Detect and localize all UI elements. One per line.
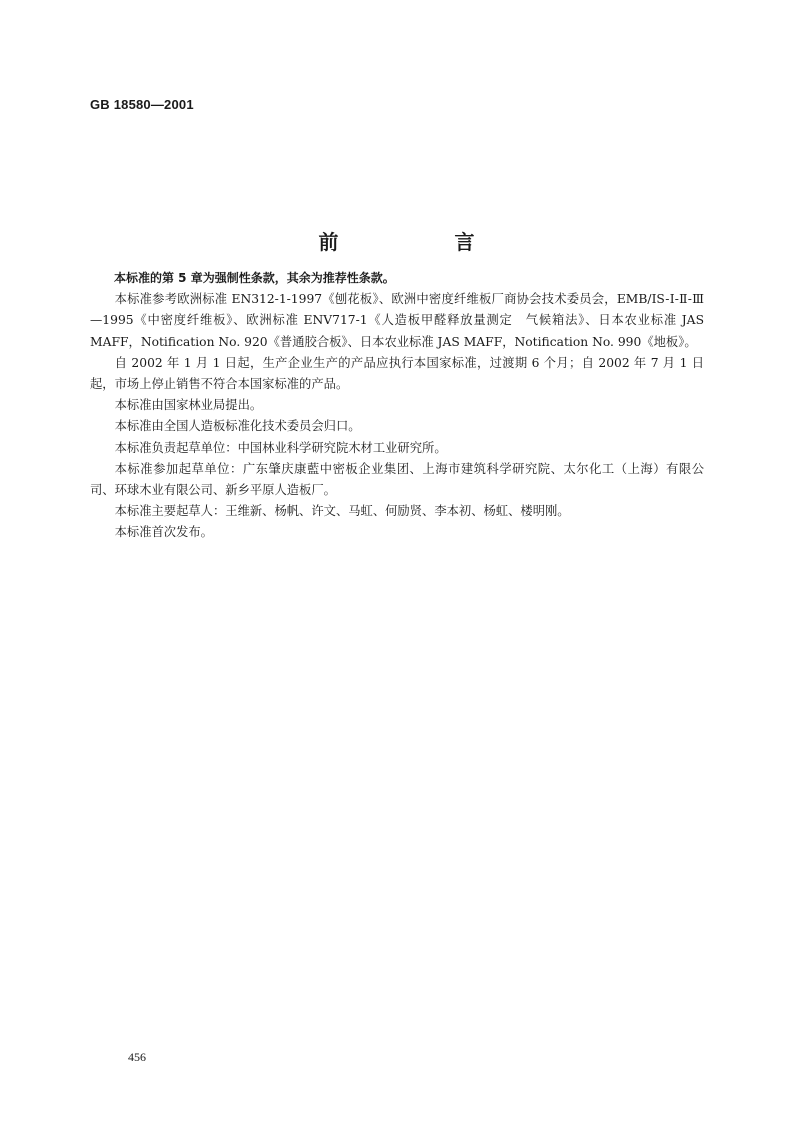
foreword-heading: 前 言 xyxy=(318,230,523,254)
page-number: 456 xyxy=(128,1050,146,1064)
reference-standards-paragraph: 本标准参考欧洲标准 EN312-1-1997《刨花板》、欧洲中密度纤维板厂商协会技术委员会，EMB/IS-Ⅰ-Ⅱ-Ⅲ—1995《中密度纤维板》、欧洲标准 ENV717-1《人造板甲醛释放量测定 气候箱法》、日本农业标准 JAS MAFF，Notification No. 920《普通胶合板》、日本农业标准 JAS MAFF，Notification No. 990《地板》。 xyxy=(90,292,704,349)
mandatory-clause-note: 本标准的第 5 章为强制性条款，其余为推荐性条款。 xyxy=(114,271,395,285)
effective-date-paragraph: 自 2002 年 1 月 1 日起，生产企业生产的产品应执行本国家标准，过渡期 6 个月；自 2002 年 7 月 1 日起，市场上停止销售不符合本国家标准的产品。 xyxy=(90,355,704,392)
committee-paragraph: 本标准由全国人造板标准化技术委员会归口。 xyxy=(114,419,361,434)
first-release-paragraph: 本标准首次发布。 xyxy=(114,525,213,540)
main-authors-paragraph: 本标准主要起草人：王维新、杨帆、许文、马虹、何励贤、李本初、杨虹、楼明刚。 xyxy=(114,504,570,519)
proposer-paragraph: 本标准由国家林业局提出。 xyxy=(114,398,263,413)
participating-drafters-paragraph: 本标准参加起草单位：广东肇庆康藍中密板企业集团、上海市建筑科学研究院、太尔化工（上海）有限公司、环球木业有限公司、新乡平原人造板厂。 xyxy=(90,461,704,498)
standard-code-header: GB 18580—2001 xyxy=(90,97,194,112)
lead-drafter-paragraph: 本标准负责起草单位：中国林业科学研究院木材工业研究所。 xyxy=(114,440,447,455)
foreword-body xyxy=(90,268,704,544)
